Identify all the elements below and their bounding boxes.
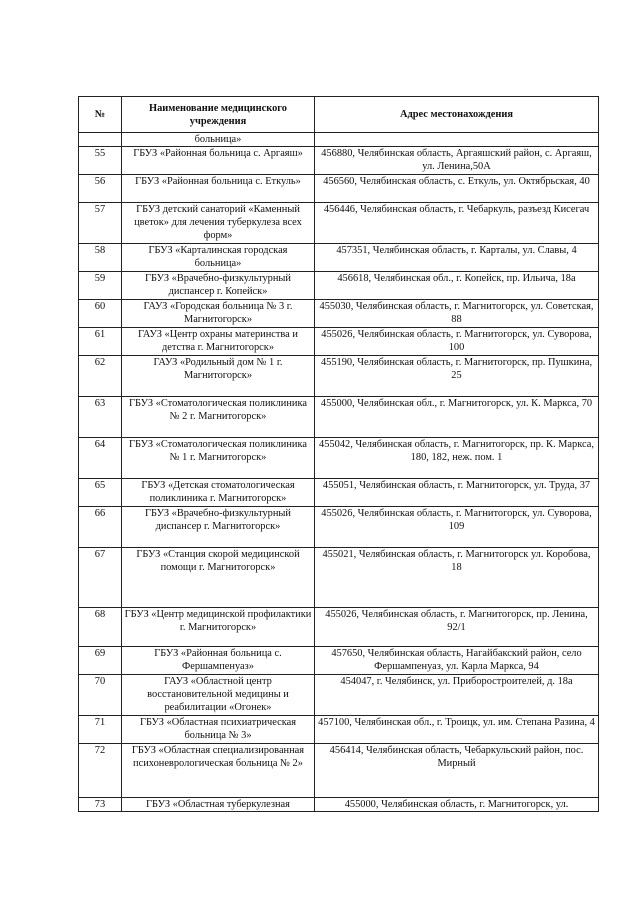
- row-institution-name: ГАУЗ «Центр охраны материнства и детства г. Магнитогорск»: [122, 328, 315, 356]
- table-row: [79, 356, 599, 397]
- row-institution-name: ГБУЗ «Врачебно-физкультурный диспансер г. Магнитогорск»: [122, 507, 315, 548]
- header-address: Адрес местонахождения: [315, 97, 599, 133]
- row-number: 71: [79, 716, 122, 744]
- row-institution-name: ГАУЗ «Областной центр восстановительной медицины и реабилитации «Огонек»: [122, 675, 315, 716]
- row-number: 67: [79, 548, 122, 608]
- row-institution-name: ГАУЗ «Родильный дом № 1 г. Магнитогорск»: [122, 356, 315, 397]
- row-number: 70: [79, 675, 122, 716]
- table-row: [79, 175, 599, 203]
- row-institution-name: ГБУЗ «Областная психиатрическая больница № 3»: [122, 716, 315, 744]
- row-institution-name: ГБУЗ «Станция скорой медицинской помощи г. Магнитогорск»: [122, 548, 315, 608]
- row-address: 455051, Челябинская область, г. Магнитогорск, ул. Труда, 37: [315, 479, 599, 507]
- row-institution-name: больница»: [122, 133, 315, 147]
- header-number: №: [79, 97, 122, 133]
- table-row: [79, 244, 599, 272]
- table-row: [79, 798, 599, 812]
- row-address: 455030, Челябинская область, г. Магнитогорск, ул. Советская, 88: [315, 300, 599, 328]
- row-address: [315, 133, 599, 147]
- row-address: 456560, Челябинская область, с. Еткуль, ул. Октябрьская, 40: [315, 175, 599, 203]
- table-row: [79, 647, 599, 675]
- row-institution-name: ГБУЗ «Врачебно-физкультурный диспансер г. Копейск»: [122, 272, 315, 300]
- row-address: 456414, Челябинская область, Чебаркульский район, пос. Мирный: [315, 744, 599, 798]
- table-header-row: [79, 97, 599, 133]
- table-row: [79, 507, 599, 548]
- row-address: 455000, Челябинская область, г. Магнитогорск, ул.: [315, 798, 599, 812]
- row-address: 454047, г. Челябинск, ул. Приборостроителей, д. 18а: [315, 675, 599, 716]
- header-institution-name: Наименование медицинского учреждения: [122, 97, 315, 133]
- row-number: 62: [79, 356, 122, 397]
- row-number: 69: [79, 647, 122, 675]
- row-institution-name: ГБУЗ «Районная больница с. Фершампенуаз»: [122, 647, 315, 675]
- row-number: 61: [79, 328, 122, 356]
- row-institution-name: ГБУЗ «Центр медицинской профилактики г. Магнитогорск»: [122, 608, 315, 647]
- table-row: [79, 608, 599, 647]
- row-address: 456618, Челябинская обл., г. Копейск, пр. Ильича, 18а: [315, 272, 599, 300]
- row-number: 59: [79, 272, 122, 300]
- row-address: 455026, Челябинская область, г. Магнитогорск, ул. Суворова, 109: [315, 507, 599, 548]
- row-address: 456446, Челябинская область, г. Чебаркуль, разъезд Кисегач: [315, 203, 599, 244]
- table-row: [79, 548, 599, 608]
- row-address: 457351, Челябинская область, г. Карталы, ул. Славы, 4: [315, 244, 599, 272]
- row-address: 455026, Челябинская область, г. Магнитогорск, пр. Ленина, 92/1: [315, 608, 599, 647]
- row-institution-name: ГБУЗ «Карталинская городская больница»: [122, 244, 315, 272]
- table-row: [79, 675, 599, 716]
- row-institution-name: ГБУЗ «Стоматологическая поликлиника № 1 г. Магнитогорск»: [122, 438, 315, 479]
- row-address: 455190, Челябинская область, г. Магнитогорск, пр. Пушкина, 25: [315, 356, 599, 397]
- row-number: 64: [79, 438, 122, 479]
- row-number: 57: [79, 203, 122, 244]
- row-address: 455042, Челябинская область, г. Магнитогорск, пр. К. Маркса, 180, 182, неж. пом. 1: [315, 438, 599, 479]
- row-number: 60: [79, 300, 122, 328]
- row-number: 58: [79, 244, 122, 272]
- row-institution-name: ГБУЗ «Детская стоматологическая поликлиника г. Магнитогорск»: [122, 479, 315, 507]
- row-address: 455026, Челябинская область, г. Магнитогорск, ул. Суворова, 100: [315, 328, 599, 356]
- row-number: [79, 133, 122, 147]
- row-number: 63: [79, 397, 122, 438]
- table-row: [79, 716, 599, 744]
- table-row: [79, 744, 599, 798]
- table-row: [79, 397, 599, 438]
- row-number: 68: [79, 608, 122, 647]
- table-row: [79, 133, 599, 147]
- row-number: 55: [79, 147, 122, 175]
- row-institution-name: ГБУЗ «Стоматологическая поликлиника № 2 г. Магнитогорск»: [122, 397, 315, 438]
- row-number: 66: [79, 507, 122, 548]
- row-address: 455021, Челябинская область, г. Магнитогорск ул. Коробова, 18: [315, 548, 599, 608]
- row-number: 73: [79, 798, 122, 812]
- table-row: [79, 479, 599, 507]
- table-row: [79, 300, 599, 328]
- row-institution-name: ГБУЗ «Районная больница с. Аргаяш»: [122, 147, 315, 175]
- table-body: [79, 133, 599, 812]
- row-address: 457100, Челябинская обл., г. Троицк, ул. им. Степана Разина, 4: [315, 716, 599, 744]
- table-row: [79, 272, 599, 300]
- table-row: [79, 438, 599, 479]
- row-institution-name: ГАУЗ «Городская больница № 3 г. Магнитогорск»: [122, 300, 315, 328]
- row-institution-name: ГБУЗ «Областная специализированная психоневрологическая больница № 2»: [122, 744, 315, 798]
- row-number: 65: [79, 479, 122, 507]
- table-row: [79, 328, 599, 356]
- row-address: 457650, Челябинская область, Нагайбакский район, село Фершампенуаз, ул. Карла Маркса, 94: [315, 647, 599, 675]
- row-number: 56: [79, 175, 122, 203]
- table-row: [79, 203, 599, 244]
- row-address: 455000, Челябинская обл., г. Магнитогорск, ул. К. Маркса, 70: [315, 397, 599, 438]
- row-number: 72: [79, 744, 122, 798]
- row-institution-name: ГБУЗ детский санаторий «Каменный цветок» для лечения туберкулеза всех форм»: [122, 203, 315, 244]
- row-address: 456880, Челябинская область, Аргаяшский район, с. Аргаяш, ул. Ленина,50А: [315, 147, 599, 175]
- institutions-table: [78, 96, 599, 812]
- row-institution-name: ГБУЗ «Областная туберкулезная: [122, 798, 315, 812]
- row-institution-name: ГБУЗ «Районная больница с. Еткуль»: [122, 175, 315, 203]
- table-row: [79, 147, 599, 175]
